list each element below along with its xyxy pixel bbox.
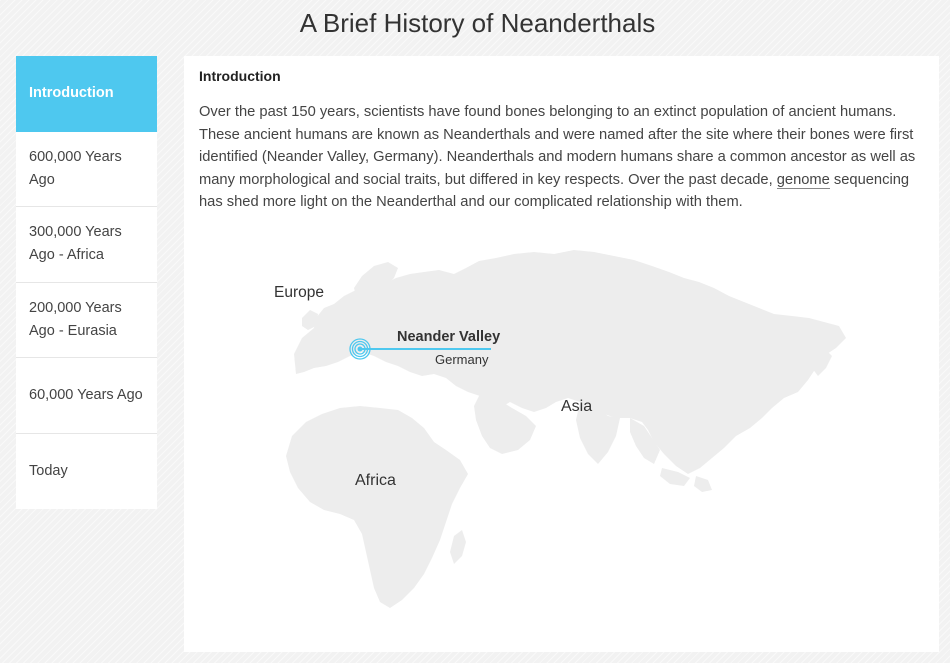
site-name-label: Neander Valley — [397, 329, 501, 345]
intro-text-part-1: Over the past 150 years, scientists have found bones belonging to an extinct population of ancient humans. These ancient humans are known as Neanderthals and were named after the site where their bones were first identified (Neander Valley, Germany). Neanderthals and modern humans share a common ancestor as well as many morphological and social traits, but differed in key respects. Over the past decade, — [199, 104, 916, 188]
sidebar-item-200000-years-ago-eurasia[interactable]: 200,000 Years Ago - Eurasia — [16, 283, 157, 359]
site-country-label: Germany — [435, 352, 489, 367]
content-panel — [184, 56, 939, 652]
sidebar-item-today[interactable]: Today — [29, 462, 68, 479]
sidebar-item-600000-years-ago[interactable]: 600,000 Years Ago — [16, 132, 157, 208]
region-label-africa: Africa — [355, 472, 396, 489]
region-label-europe: Europe — [274, 284, 324, 301]
sidebar-item-300000-years-ago-africa[interactable]: 300,000 Years Ago - Africa — [16, 207, 157, 283]
sidebar-nav — [16, 56, 157, 509]
genome-glossary-link[interactable]: genome — [776, 171, 830, 188]
region-label-asia: Asia — [561, 398, 593, 415]
world-map — [184, 56, 939, 652]
africa-landmass — [286, 406, 468, 608]
intro-text-part-2: sequencing has shed more light on the Neanderthal and our complicated relationship with them. — [199, 171, 910, 211]
section-heading: Introduction — [199, 68, 281, 84]
page-title: A Brief History of Neanderthals — [299, 8, 656, 38]
sidebar-item-60000-years-ago[interactable]: 60,000 Years Ago — [16, 358, 157, 434]
sidebar-item-introduction[interactable]: Introduction — [16, 56, 157, 132]
target-rings-icon[interactable] — [350, 339, 370, 359]
